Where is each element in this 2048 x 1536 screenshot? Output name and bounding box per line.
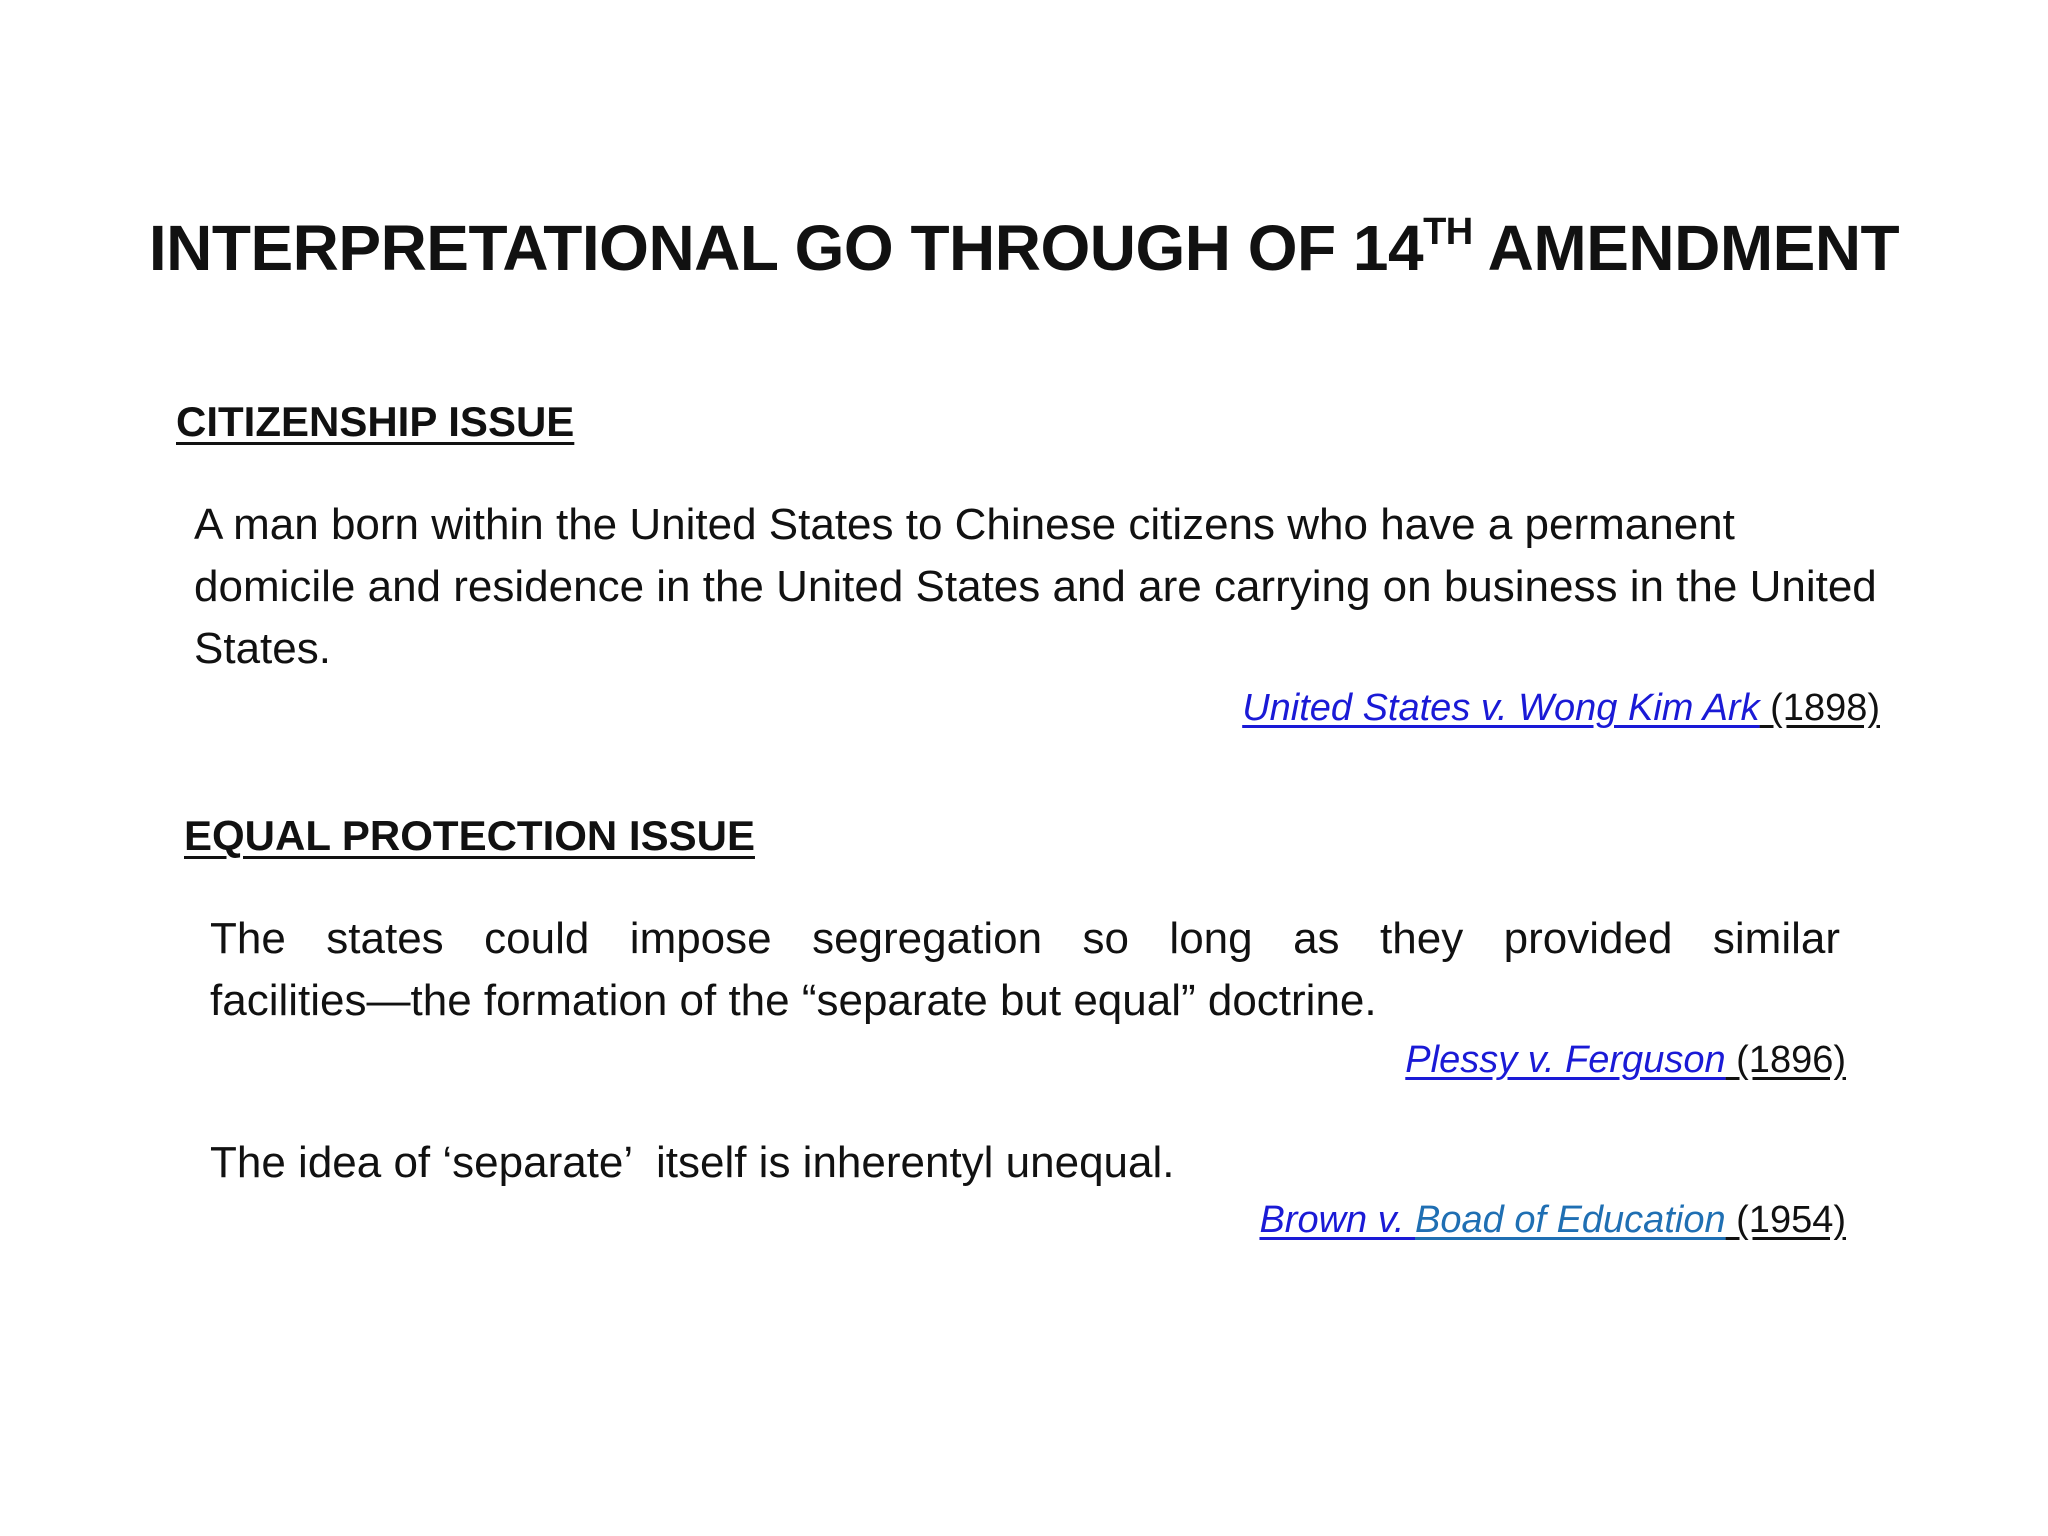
citizenship-heading: CITIZENSHIP ISSUE	[176, 398, 575, 445]
citizenship-citation	[1242, 684, 1880, 732]
separate-unequal-text: The idea of ‘separate’ itself is inherentyl unequal.	[210, 1138, 1175, 1187]
brown-citation	[1259, 1196, 1846, 1244]
equal-protection-heading: EQUAL PROTECTION ISSUE	[184, 812, 755, 859]
title-tail: AMENDMENT	[1472, 212, 1900, 284]
slide-title	[0, 208, 2048, 288]
plessy-year: (1896)	[1725, 1039, 1846, 1081]
equal-protection-text-line1: The states could impose segregation so long as they provided similar	[210, 914, 1840, 963]
wong-kim-ark-year: (1898)	[1759, 687, 1880, 729]
title-superscript: TH	[1423, 210, 1473, 253]
equal-protection-text	[210, 908, 1840, 1032]
plessy-citation	[1405, 1036, 1846, 1084]
plessy-v-ferguson-link[interactable]: Plessy v. Ferguson	[1405, 1039, 1726, 1081]
equal-protection-text-line2: facilities—the formation of the “separate but equal” doctrine.	[210, 976, 1377, 1025]
brown-v-link[interactable]: Brown v.	[1259, 1199, 1416, 1241]
board-of-education-link[interactable]: Boad of Education	[1415, 1199, 1726, 1241]
brown-year: (1954)	[1725, 1199, 1846, 1241]
title-main: INTERPRETATIONAL GO THROUGH OF 14	[148, 212, 1424, 284]
citizenship-text: A man born within the United States to Chinese citizens who have a permanent domicile and residence in the United States and are carrying on business in the United States.	[194, 500, 1877, 673]
wong-kim-ark-link[interactable]: United States v. Wong Kim Ark	[1242, 687, 1760, 729]
